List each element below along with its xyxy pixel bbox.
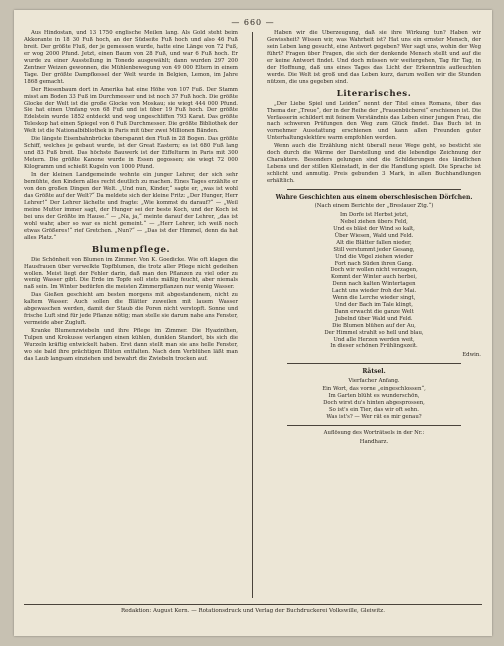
poem-line: Die Blumen blühen auf der Au, <box>332 322 416 329</box>
newspaper-page <box>14 10 492 636</box>
poem-line: Und der Bach im Tale klingt, <box>335 302 413 308</box>
poem-line: Und alle Herzen werden weit, <box>333 336 415 343</box>
column-divider <box>252 32 253 598</box>
article-paragraph: Der Riesenbaum dort in Amerika hat eine Höhe von 107 Fuß. Der Stamm misst am Boden 33 Fuß im Durchmesser und ist noch 37 Fuß hoch. Die größte Glocke der Welt ist die große Glocke von Moskau; sie wiegt 444 000 Pfund. Sie hat einen Umfang von 68 Fuß und ist über 19 Fuß hoch. Der größte Edelstein wurde 1852 entdeckt und wog ungeschliffen 793 Karat. Das größte Teleskop hat einen Spiegel von 6 Fuß Durchmesser. Die größte Bibliothek der Welt ist die Nationalbibliothek in Paris mit über zwei Millionen Bänden. <box>24 86 238 135</box>
section-rule <box>287 189 461 190</box>
poem-line: Nebel ziehen übers Feld, <box>340 219 408 226</box>
article-paragraph: Das Gießen geschieht am besten morgens mit abgestandenem, nicht zu kaltem Wasser. Auch sollen die Blätter zuweilen mit lauem Wasser abgewaschen werden, damit der Staub die Poren nicht verstopft. Sonne und frische Luft sind für jede Pflanze nötig; man stelle sie darum nahe ans Fenster, vermeide aber Zugluft. <box>24 292 238 327</box>
section-title-literarisches: Literarisches. <box>336 88 412 99</box>
riddle-title: Rätsel. <box>362 368 386 376</box>
riddle-line: Im Garten blüht es wunderschön, <box>328 393 420 400</box>
poem-line: Im Dorfe ist Herbst jetzt, <box>339 212 409 219</box>
poem-line: Fort nach Süden ihren Gang. <box>334 260 414 267</box>
riddle-answer: Handharz. <box>359 438 389 445</box>
poem-line: Und es bläst der Wind so kalt, <box>333 226 415 233</box>
article-paragraph: Aus Hindostan, und 13 1750 englische Meilen lang. Als Gold steht beim Akkorante in 18 30 Fuß hoch, an der Südseite Fuß hoch und also 46 Fuß breit. Der größte Fluß, der je gemessen wurde, hatte eine Länge von 72 Fuß, er wog 2000 Pfund. Jetzt, einen Baum von 28 Fuß, und war 6 Fuß hoch. Er wurde zu einer Ausstellung in Tonedo ausgewählt; dann wurden 297 200 Zentner Weizen gewonnen, die Mühlenbewegung von 49 000 Eltern in einem Tage. Der größte Dampfkessel der Welt wurde in Belgien, Lemon, im Jahre 1868 gemacht. <box>24 30 238 85</box>
section-title-blumenpflege: Blumenpflege. <box>91 244 171 255</box>
article-paragraph: Kranke Blumenzwiebeln und ihre Pflege im Zimmer. Die Hyazinthen, Tulpen und Krokusse verlangen einen kühlen, dunklen Standort, bis sich die Wurzeln kräftig entwickelt haben. Erst dann stellt man sie ans helle Fenster, wo sie bald ihre prächtigen Blüten entfalten. Nach dem Verblühen läßt man das Laub langsam einziehen und bewahrt die Zwiebeln trocken auf. <box>24 328 238 362</box>
riddle-line: Was ist's? — Wer rät es mir genau? <box>326 414 422 421</box>
article-paragraph: Haben wir die Überzeugung, daß sie ihre Wirkung tun? Haben wir Gewissheit? Wissen wir, was Wahrheit ist? Hat uns ein ernster Mensch, der sein Leben lang gesucht, eine Antwort gegeben? Wer sagt uns, wohin der Weg führt? Fragen über Fragen, die sich der denkende Mensch stellt und auf die er keine Antwort findet. Und doch müssen wir weitergehen, Tag für Tag, in der Hoffnung, daß uns eines Tages das Licht der Erkenntnis aufleuchten werde. Die Welt ist groß und das Leben kurz, darum wollen wir die Stunden nützen, die uns gegeben sind. <box>267 30 481 85</box>
imprint-footer: Redaktion: August Kern. — Rotationsdruck und Verlag der Buchdruckerei Volkswille, Gleiwitz. <box>24 604 482 615</box>
riddle-answer-label: Auflösung des Worträtsels in der Nr.: <box>323 429 425 436</box>
review-paragraph: „Der Liebe Spiel und Leiden“ nennt der Titel eines Romans, über das Thema der „Treue“, der in der Reihe der „Frauenbücherei“ erschienen ist. Die Verfasserin schildert mit feinem Verständnis das Leben einer jungen Frau, die nach schweren Prüfungen den Weg zum Glück findet. Das Buch ist in vornehmer Ausstattung erschienen und kann allen Freunden guter Unterhaltungslektüre warm empfohlen werden. <box>267 100 481 142</box>
right-column <box>267 30 481 600</box>
poem-line: Lacht uns wieder froh der Mai. <box>331 288 417 295</box>
story-subtitle: (Nach einem Berichte der „Breslauer Ztg.“) <box>314 203 434 210</box>
riddle-line: Ein Wort, das vorne „eingeschlossen“, <box>322 386 426 393</box>
poem-line: Jubelnd über Wald und Feld. <box>335 315 413 322</box>
riddle-verse <box>267 386 481 421</box>
riddle-subtitle: Vierfacher Anfang. <box>348 377 400 384</box>
poem-line: Still verstummt jeder Gesang, <box>333 246 415 253</box>
review-paragraph: Wenn auch die Erzählung nicht überall neue Wege geht, so besticht sie doch durch die Wärme der Darstellung und die lebendige Zeichnung der Charaktere. Besonders gelungen sind die Schilderungen des ländlichen Lebens und der stillen Kleinstadt, in der die Handlung spielt. Die Sprache ist schlicht und anmutig. Preis gebunden 3 Mark, in allen Buchhandlungen erhältlich. <box>267 143 481 185</box>
article-paragraph: Die längste Eisenbahnbrücke überspannt den Fluß in 28 Bogen. Das größte Schiff, welches je gebaut wurde, ist der Great Eastern; es ist 680 Fuß lang und 83 Fuß breit. Das höchste Bauwerk ist der Eiffelturm in Paris mit 300 Metern. Die größte Kanone wurde in Essen gegossen; sie wiegt 72 000 Kilogramm und schießt Kugeln von 1000 Pfund. <box>24 136 238 171</box>
poem-line: Kommt der Winter auch herbei, <box>331 274 417 281</box>
section-rule <box>287 425 461 426</box>
left-column <box>24 30 238 600</box>
article-paragraph: Die Schönheit von Blumen im Zimmer. Von K. Goedicke. Wie oft klagen die Hausfrauen über verwelkte Topfblumen, die trotz aller Pflege nicht gedeihen wollen. Meist liegt der Fehler darin, daß man den Pflanzen zu viel oder zu wenig Wasser gibt. Die Erde im Topfe soll stets mäßig feucht, aber niemals naß sein. Im Winter bedürfen die meisten Zimmerpflanzen nur wenig Wasser. <box>24 256 238 291</box>
poem-line: Doch wir wollen nicht verzagen, <box>330 267 418 274</box>
story-title: Wahre Geschichten aus einem oberschlesischen Dörfchen. <box>275 194 473 202</box>
riddle-line: So ist's ein Tier, das wir oft sehn. <box>328 407 419 414</box>
poem-line: Dann erwacht die ganze Welt <box>334 308 414 315</box>
poem-line: Und die Vögel ziehen wieder <box>335 253 413 260</box>
poem-line: In dieser schönen Frühlingszeit. <box>330 343 418 350</box>
anecdote-paragraph: In der kleinen Landgemeinde wohnte ein junger Lehrer, der sich sehr bemühte, den Kindern alles recht deutlich zu machen. Eines Tages erzählte er von den großen Dingen der Welt. „Und nun, Kinder,“ sagte er, „was ist wohl das Größte auf der Welt?“ Da meldete sich der kleine Fritz: „Der Hunger, Herr Lehrer!“ Der Lehrer lächelte und fragte: „Wie kommst du darauf?“ — „Weil meine Mutter immer sagt, der Hunger sei der beste Koch, und der Koch ist bei uns der Größte im Hause.“ — „Na, ja,“ meinte darauf der Lehrer, „das ist wohl wahr, aber so war es nicht gemeint.“ — „Herr Lehrer, ich weiß noch etwas Größeres!“ rief Gretchen. „Nun?“ — „Das ist der Himmel, denn da hat alles Platz.“ <box>24 172 238 241</box>
section-rule <box>287 363 461 364</box>
poem-line: Der Himmel strahlt so hell und blau, <box>324 329 424 336</box>
poem-line: Alt die Blätter fallen nieder, <box>336 239 412 246</box>
poem-line: Wenn die Lerche wieder singt, <box>332 295 416 302</box>
page-number: — 660 — <box>231 18 275 27</box>
poem-line: Denn nach kalten Wintertagen <box>332 281 416 288</box>
poem-line: Über Wiesen, Wald und Feld. <box>334 232 414 239</box>
poem-signature: Edwin. <box>462 352 481 359</box>
riddle-line: Doch wirst du's hinten abgesprossen, <box>323 400 425 407</box>
poem <box>267 212 481 350</box>
